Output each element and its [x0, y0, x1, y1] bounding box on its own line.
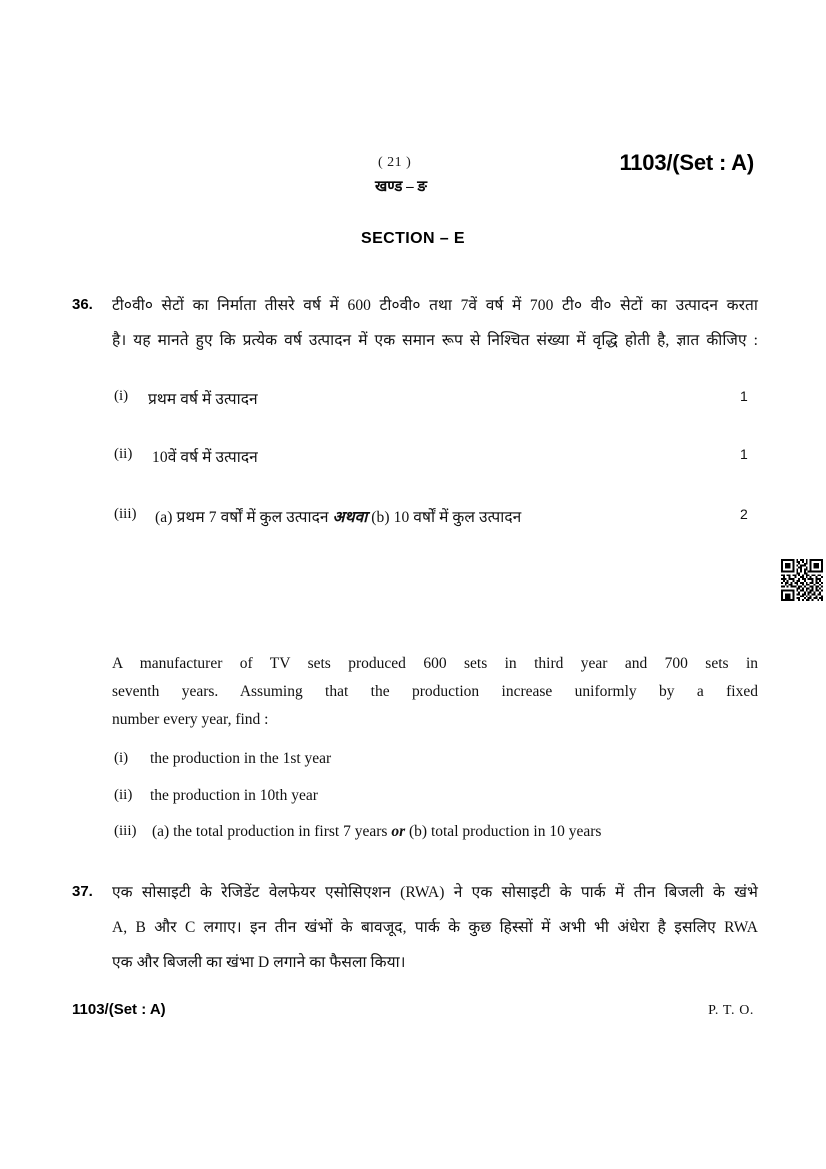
q36-english-line-2: seventh years. Assuming that the production increase uniformly by a fixed — [112, 683, 758, 700]
q36-english-line-3: number every year, find : — [112, 711, 269, 728]
q36-english-part-iii-option-a: (a) the total production in first 7 years — [152, 823, 392, 840]
q36-hindi-part-iii-marks: 2 — [740, 506, 748, 522]
q36-hindi-part-i-marker: (i) — [114, 388, 129, 404]
paper-code-header: 1103/(Set : A) — [619, 150, 754, 175]
q36-english-line-1: A manufacturer of TV sets produced 600 sets in third year and 700 sets in — [112, 655, 758, 672]
page-number: ( 21 ) — [378, 155, 412, 170]
q36-english-part-iii-text — [152, 823, 601, 841]
q36-english-part-ii-text: the production in 10th year — [150, 787, 318, 804]
footer-paper-code: 1103/(Set : A) — [72, 1001, 166, 1018]
q36-hindi-or-word: अथवा — [332, 509, 368, 526]
section-heading-hindi: खण्ड – ङ — [375, 179, 427, 195]
q37-hindi-line-3: एक और बिजली का खंभा D लगाने का फैसला किया। — [112, 954, 406, 971]
q36-english-part-i-text: the production in the 1st year — [150, 750, 332, 767]
q36-hindi-part-i-text: प्रथम वर्ष में उत्पादन — [148, 391, 258, 408]
q36-hindi-line-2: है। यह मानते हुए कि प्रत्येक वर्ष उत्पादन में एक समान रूप से निश्चित संख्या में वृद्धि होती है, ज्ञात कीजिए : — [112, 332, 758, 349]
qr-code-icon — [781, 559, 823, 601]
q36-hindi-part-ii-marks: 1 — [740, 446, 748, 462]
q36-hindi-part-ii-text: 10वें वर्ष में उत्पादन — [152, 449, 258, 466]
q36-english-or-word: or — [391, 823, 406, 840]
q36-hindi-part-ii-marker: (ii) — [114, 446, 133, 462]
q36-english-part-iii-option-b: (b) total production in 10 years — [405, 823, 602, 840]
q36-hindi-part-iii-text — [155, 505, 521, 527]
section-heading-english: SECTION – E — [361, 230, 465, 247]
q36-hindi-part-iii-marker: (iii) — [114, 506, 137, 522]
q37-hindi-line-2: A, B और C लगाए। इन तीन खंभों के बावजूद, पार्क के कुछ हिस्सों में अभी भी अंधेरा है इसलिए RWA — [112, 919, 758, 936]
question-number-36: 36. — [72, 296, 93, 313]
question-number-37: 37. — [72, 883, 93, 900]
q36-english-part-i-marker: (i) — [114, 750, 129, 766]
q36-hindi-part-iii-option-b: (b) 10 वर्षों में कुल उत्पादन — [367, 509, 522, 526]
footer-turn-over: P. T. O. — [708, 1003, 754, 1018]
q36-hindi-part-iii-option-a: (a) प्रथम 7 वर्षों में कुल उत्पादन — [155, 509, 333, 526]
q36-hindi-line-1: टी०वी० सेटों का निर्माता तीसरे वर्ष में 600 टी०वी० तथा 7वें वर्ष में 700 टी० वी० सेटों का उत्पादन करता — [112, 297, 758, 314]
q37-hindi-line-1: एक सोसाइटी के रेजिडेंट वेलफेयर एसोसिएशन (RWA) ने एक सोसाइटी के पार्क में तीन बिजली के खंभे — [112, 884, 758, 901]
q36-hindi-part-i-marks: 1 — [740, 388, 748, 404]
q36-english-part-ii-marker: (ii) — [114, 787, 133, 803]
q36-english-part-iii-marker: (iii) — [114, 823, 137, 839]
